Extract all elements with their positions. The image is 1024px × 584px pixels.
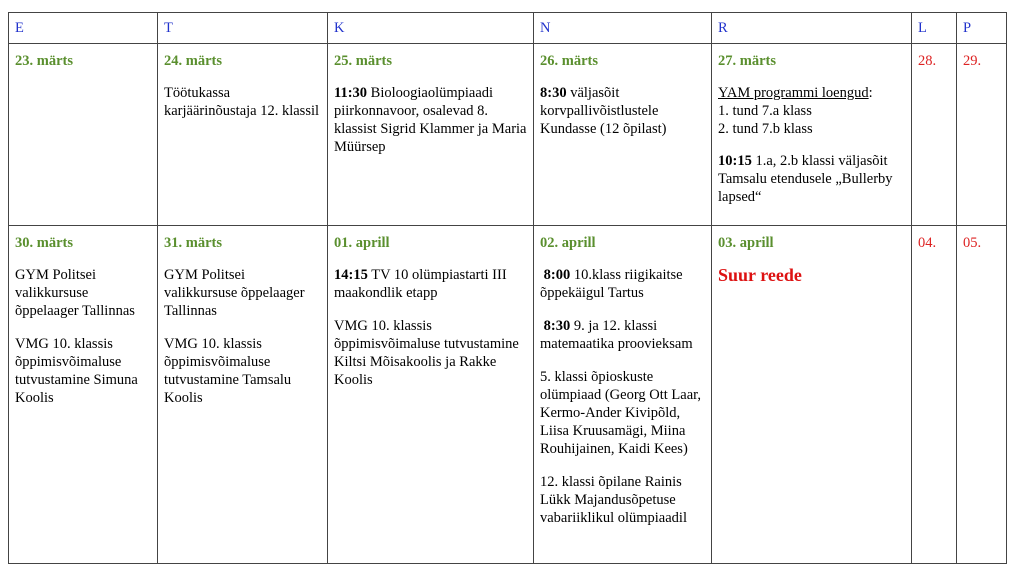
day-date: 05. <box>963 235 982 251</box>
day-date: 03. aprill <box>718 235 774 251</box>
event-text: Töötukassa karjäärinõustaja 12. klassil <box>164 85 320 119</box>
event-entry <box>540 266 705 302</box>
day-date: 28. <box>918 53 937 69</box>
yam-colon: : <box>868 85 873 101</box>
cell-sunday-w1 <box>957 44 1007 226</box>
holiday-label: Suur reede <box>718 265 802 285</box>
event-line: 1. tund 7.a klass <box>718 103 812 119</box>
event-text: 10.klass riigikaitse õppekäigul Tartus <box>540 267 683 301</box>
day-date: 31. märts <box>164 235 222 251</box>
header-thursday: N <box>534 13 712 44</box>
day-date: 24. märts <box>164 53 222 69</box>
event-entry <box>540 317 705 353</box>
cell-friday-w2 <box>712 226 912 564</box>
header-wednesday: K <box>328 13 534 44</box>
event-entry <box>540 84 705 138</box>
weekly-schedule-table <box>8 12 1007 564</box>
cell-tuesday-w1 <box>158 44 328 226</box>
event-text: GYM Politsei valikkursuse õppelaager Tallinnas <box>15 267 135 319</box>
week-row-2 <box>9 226 1007 564</box>
day-date: 27. märts <box>718 53 776 69</box>
day-date: 29. <box>963 53 982 69</box>
event-line: 2. tund 7.b klass <box>718 121 813 137</box>
header-friday: R <box>712 13 912 44</box>
event-text: GYM Politsei valikkursuse õppelaager Tallinnas <box>164 267 305 319</box>
event-text: 1.a, 2.b klassi väljasõit Tamsalu etendusele „Bullerby lapsed“ <box>718 153 893 205</box>
header-monday: E <box>9 13 158 44</box>
event-text: TV 10 olümpiastarti III maakondlik etapp <box>334 267 507 301</box>
event-time: 8:30 <box>543 318 571 334</box>
cell-friday-w1 <box>712 44 912 226</box>
header-tuesday: T <box>158 13 328 44</box>
cell-saturday-w1 <box>912 44 957 226</box>
event-time: 14:15 <box>334 267 368 283</box>
day-date: 30. märts <box>15 235 73 251</box>
yam-title: YAM programmi loengud <box>718 85 869 101</box>
event-time: 8:00 <box>543 267 571 283</box>
event-entry <box>334 266 527 302</box>
cell-sunday-w2 <box>957 226 1007 564</box>
event-entry <box>334 84 527 156</box>
day-date: 01. aprill <box>334 235 390 251</box>
cell-tuesday-w2 <box>158 226 328 564</box>
event-time: 10:15 <box>718 153 752 169</box>
header-sunday: P <box>957 13 1007 44</box>
cell-wednesday-w2 <box>328 226 534 564</box>
cell-thursday-w1 <box>534 44 712 226</box>
cell-saturday-w2 <box>912 226 957 564</box>
event-text: 9. ja 12. klassi matemaatika proovieksam <box>540 318 693 352</box>
event-text: 5. klassi õpioskuste olümpiaad (Georg Ott Laar, Kermo-Ander Kivipõld, Liisa Kruusamägi, Miina Rouhijainen, Kaidi Kees) <box>540 369 702 457</box>
day-date: 25. märts <box>334 53 392 69</box>
week-row-1 <box>9 44 1007 226</box>
header-saturday: L <box>912 13 957 44</box>
day-date: 02. aprill <box>540 235 596 251</box>
cell-monday-w2 <box>9 226 158 564</box>
event-text: Bioloogiaolümpiaadi piirkonnavoor, osalevad 8. klassist Sigrid Klammer ja Maria Müürsep <box>334 85 527 155</box>
event-entry <box>718 84 905 138</box>
event-entry <box>718 152 905 206</box>
day-date: 26. märts <box>540 53 598 69</box>
event-text: VMG 10. klassis õppimisvõimaluse tutvustamine Simuna Koolis <box>15 336 138 406</box>
event-time: 8:30 <box>540 85 567 101</box>
event-time: 11:30 <box>334 85 368 101</box>
event-text: VMG 10. klassis õppimisvõimaluse tutvustamine Tamsalu Koolis <box>164 336 292 406</box>
day-date: 04. <box>918 235 937 251</box>
cell-wednesday-w1 <box>328 44 534 226</box>
cell-monday-w1 <box>9 44 158 226</box>
event-text: VMG 10. klassis õppimisvõimaluse tutvustamine Kiltsi Mõisakoolis ja Rakke Koolis <box>334 318 519 388</box>
event-text: väljasõit korvpallivõistlustele Kundasse (12 õpilast) <box>540 85 667 137</box>
event-text: 12. klassi õpilane Rainis Lükk Majandusõpetuse vabariiklikul olümpiaadil <box>540 474 687 526</box>
cell-thursday-w2 <box>534 226 712 564</box>
day-date: 23. märts <box>15 53 73 69</box>
header-row <box>9 13 1007 44</box>
